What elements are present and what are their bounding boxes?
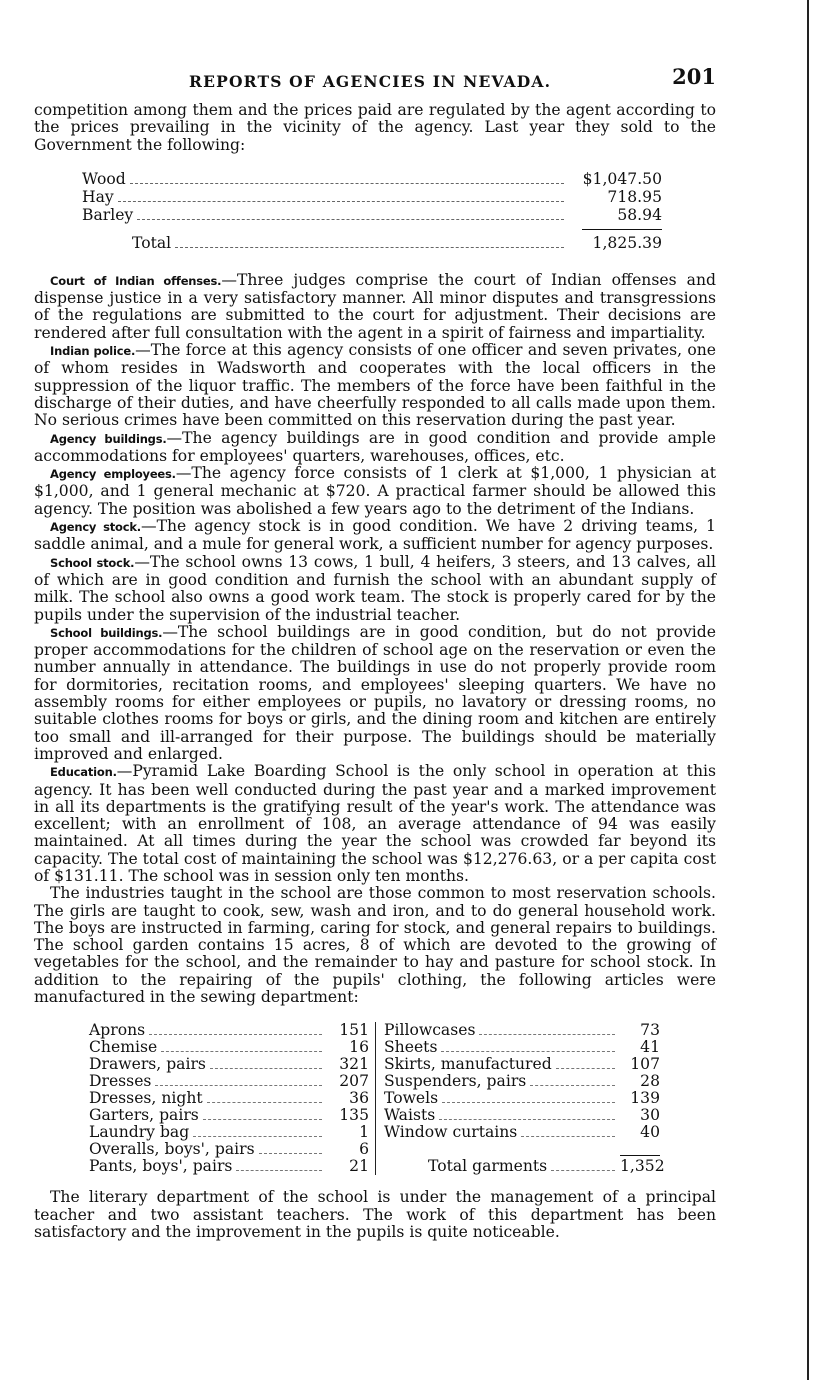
garment-row bbox=[89, 1073, 369, 1090]
leader-dots bbox=[439, 1119, 615, 1120]
leader-dots bbox=[259, 1153, 322, 1154]
garment-count: 28 bbox=[640, 1072, 660, 1091]
section-text: —The agency force consists of 1 clerk at $1,000, 1 physician at $1,000, and 1 general mechanic at $720. A practical farmer should be allowed this agency. The position was abolished a few years ago to the detriment of the Indians. bbox=[34, 464, 716, 518]
leader-dots bbox=[236, 1170, 322, 1171]
sales-item-amount: 58.94 bbox=[617, 205, 662, 224]
sales-total-amount: 1,825.39 bbox=[592, 233, 662, 252]
garment-count: 107 bbox=[630, 1055, 660, 1074]
garments-total-label: Total garments bbox=[428, 1157, 548, 1176]
sales-table bbox=[82, 170, 662, 252]
garments-column-left bbox=[89, 1022, 376, 1175]
garments-column-right bbox=[376, 1021, 665, 1176]
garment-row bbox=[89, 1107, 369, 1124]
garments-table bbox=[89, 1022, 701, 1175]
garment-count: 207 bbox=[339, 1072, 369, 1091]
section-heading: Court of Indian offenses. bbox=[50, 273, 222, 288]
document-page bbox=[34, 62, 716, 1241]
section-text: —Pyramid Lake Boarding School is the only school in operation at this agency. It has been well conducted during the past year and a marked improvement in all its departments is the gratifying result of the year's work. The attendance was excellent; with an enrollment of 108, an average attendance of 94 was easily maintained. At all times during the year the school was crowded far beyond its capacity. The total cost of maintaining the school was $12,276.63, or a per capita cost of $131.11. The school was in session only ten months. bbox=[34, 762, 716, 885]
garment-name: Laundry bag bbox=[89, 1123, 190, 1142]
garment-name: Sheets bbox=[384, 1038, 438, 1057]
section-heading: Indian police. bbox=[50, 344, 136, 359]
garment-name: Overalls, boys', pairs bbox=[89, 1140, 255, 1159]
garment-name: Drawers, pairs bbox=[89, 1055, 206, 1074]
leader-dots bbox=[210, 1068, 322, 1069]
sales-row bbox=[82, 170, 662, 188]
leader-dots bbox=[556, 1068, 615, 1069]
garment-count: 41 bbox=[640, 1038, 660, 1057]
running-header bbox=[34, 62, 716, 102]
garment-row bbox=[89, 1141, 369, 1158]
leader-dots bbox=[530, 1085, 615, 1086]
garment-count: 40 bbox=[640, 1123, 660, 1142]
garment-count: 21 bbox=[349, 1157, 369, 1176]
garment-name: Skirts, manufactured bbox=[384, 1055, 552, 1074]
garment-count: 135 bbox=[339, 1106, 369, 1125]
garment-name: Window curtains bbox=[384, 1123, 518, 1142]
section-heading: Agency buildings. bbox=[50, 431, 167, 446]
sales-item-name: Hay bbox=[82, 187, 114, 206]
sum-rule bbox=[582, 229, 662, 230]
sales-row bbox=[82, 206, 662, 224]
leader-dots bbox=[203, 1119, 322, 1120]
leader-dots bbox=[441, 1051, 615, 1052]
garment-name: Towels bbox=[384, 1089, 439, 1108]
garments-total-count: 1,352 bbox=[620, 1157, 665, 1176]
garment-count: 151 bbox=[339, 1021, 369, 1040]
garment-name: Waists bbox=[384, 1106, 436, 1125]
leader-dots bbox=[137, 219, 564, 220]
section-text: —The school buildings are in good condition, but do not provide proper accommodations for the children of school age on the reservation or even the number annually in attendance. The buildings in use do not properly provide room for dormitories, recitation rooms, and employees' sleeping quarters. We have no assembly rooms for either employees or pupils, no lavatory or dressing rooms, no suitable clothes rooms for boys or girls, and the dining room and kitchen are entirely too small and ill-arranged for their purpose. The buildings should be materially improved and enlarged. bbox=[34, 622, 717, 763]
garment-count: 30 bbox=[640, 1106, 660, 1125]
sum-rule bbox=[620, 1155, 660, 1156]
garment-count: 16 bbox=[349, 1038, 369, 1057]
garment-row bbox=[89, 1124, 369, 1141]
section-text: —The school owns 13 cows, 1 bull, 4 heifers, 3 steers, and 13 calves, all of which are in good condition and furnish the school with an abundant supply of milk. The school also owns a good work team. The stock is properly cared for by the pupils under the supervision of the industrial teacher. bbox=[34, 552, 716, 624]
sales-item-name: Wood bbox=[82, 169, 126, 188]
garment-row bbox=[384, 1056, 660, 1073]
leader-dots bbox=[161, 1051, 322, 1052]
garment-name: Chemise bbox=[89, 1038, 158, 1057]
industries-paragraph: The industries taught in the school are those common to most reservation schools. The girls are taught to cook, sew, wash and iron, and to do general household work. The boys are instructed in farming, caring for stock, and general repairs to buildings. The school garden contains 15 acres, 8 of which are devoted to the growing of vegetables for the school, and the remainder to hay and pasture for school stock. In addition to the repairing of the pupils' clothing, the following articles were manufactured in the sewing department: bbox=[34, 884, 716, 1007]
sales-total-label: Total bbox=[132, 233, 172, 252]
garment-name: Pillowcases bbox=[384, 1021, 476, 1040]
garment-name: Dresses bbox=[89, 1072, 152, 1091]
section-heading: Agency stock. bbox=[50, 520, 141, 535]
header-title: REPORTS OF AGENCIES IN NEVADA. bbox=[189, 72, 552, 91]
garment-name: Dresses, night bbox=[89, 1089, 203, 1108]
garment-name: Suspenders, pairs bbox=[384, 1072, 527, 1091]
garment-count: 1 bbox=[359, 1123, 369, 1142]
leader-dots bbox=[551, 1170, 615, 1171]
leader-dots bbox=[175, 247, 564, 248]
garment-count: 73 bbox=[640, 1021, 660, 1040]
garment-count: 36 bbox=[349, 1089, 369, 1108]
leader-dots bbox=[118, 201, 564, 202]
leader-dots bbox=[479, 1034, 615, 1035]
section-heading: School buildings. bbox=[50, 625, 163, 640]
sales-item-amount: 718.95 bbox=[607, 187, 662, 206]
garment-row bbox=[384, 1039, 660, 1056]
leader-dots bbox=[155, 1085, 322, 1086]
garment-count: 6 bbox=[359, 1140, 369, 1159]
leader-dots bbox=[521, 1136, 615, 1137]
garment-count: 321 bbox=[339, 1055, 369, 1074]
section-text: —Three judges comprise the court of Indian offenses and dispense justice in a very satisfactory manner. All minor disputes and transgressions of the regulations are submitted to the court for adjustment. Their decisions are rendered after full consultation with the agent in a spirit of fairness and impartiality. bbox=[34, 270, 716, 342]
garment-count: 139 bbox=[630, 1089, 660, 1108]
garment-row bbox=[384, 1022, 660, 1039]
leader-dots bbox=[130, 183, 564, 184]
leader-dots bbox=[193, 1136, 322, 1137]
garment-row bbox=[384, 1073, 660, 1090]
garment-row bbox=[89, 1022, 369, 1039]
page-number: 201 bbox=[672, 64, 716, 89]
garment-row bbox=[89, 1039, 369, 1056]
intro-paragraph: competition among them and the prices paid are regulated by the agent according to the prices prevailing in the vicinity of the agency. Last year they sold to the Government the following: bbox=[34, 101, 716, 154]
section-heading: School stock. bbox=[50, 555, 135, 570]
sales-row bbox=[82, 188, 662, 206]
leader-dots bbox=[207, 1102, 322, 1103]
section-paragraph bbox=[34, 624, 716, 763]
section-text: —The force at this agency consists of one officer and seven privates, one of whom resides in Wadsworth and cooperates with the local officers in the suppression of the liquor traffic. The members of the force have been faithful in the discharge of their duties, and have cheerfully responded to all calls made upon them. No serious crimes have been committed on this reservation during the past year. bbox=[34, 341, 717, 430]
garment-row bbox=[384, 1124, 660, 1141]
page-edge-rule bbox=[807, 0, 809, 1380]
leader-dots bbox=[442, 1102, 615, 1103]
leader-dots bbox=[149, 1034, 322, 1035]
sales-item-amount: $1,047.50 bbox=[582, 169, 662, 188]
section-text: —The agency buildings are in good condition and provide ample accommodations for employees' quarters, warehouses, offices, etc. bbox=[34, 428, 716, 465]
section-paragraph bbox=[34, 272, 716, 342]
closing-paragraph: The literary department of the school is under the management of a principal teacher and two assistant teachers. The work of this department has been satisfactory and the improvement in the pupils is quite noticeable. bbox=[34, 1188, 716, 1241]
section-heading: Education. bbox=[50, 765, 117, 780]
garment-name: Garters, pairs bbox=[89, 1106, 199, 1125]
garment-row bbox=[384, 1090, 660, 1107]
section-heading: Agency employees. bbox=[50, 467, 176, 482]
garment-row bbox=[384, 1107, 660, 1124]
garment-row bbox=[89, 1056, 369, 1073]
garments-total-row bbox=[428, 1157, 665, 1176]
sales-item-name: Barley bbox=[82, 205, 134, 224]
garment-row bbox=[89, 1090, 369, 1107]
section-paragraph bbox=[34, 465, 716, 518]
section-paragraph bbox=[34, 518, 716, 554]
sales-total-row bbox=[132, 234, 662, 252]
garment-name: Pants, boys', pairs bbox=[89, 1157, 233, 1176]
section-paragraph bbox=[34, 554, 716, 624]
section-text: —The agency stock is in good condition. We have 2 driving teams, 1 saddle animal, and a mule for general work, a sufficient number for agency purposes. bbox=[34, 517, 716, 554]
section-paragraph bbox=[34, 430, 716, 466]
garment-row bbox=[89, 1158, 369, 1175]
section-paragraph bbox=[34, 763, 716, 885]
section-paragraph bbox=[34, 342, 716, 429]
garment-name: Aprons bbox=[89, 1021, 146, 1040]
